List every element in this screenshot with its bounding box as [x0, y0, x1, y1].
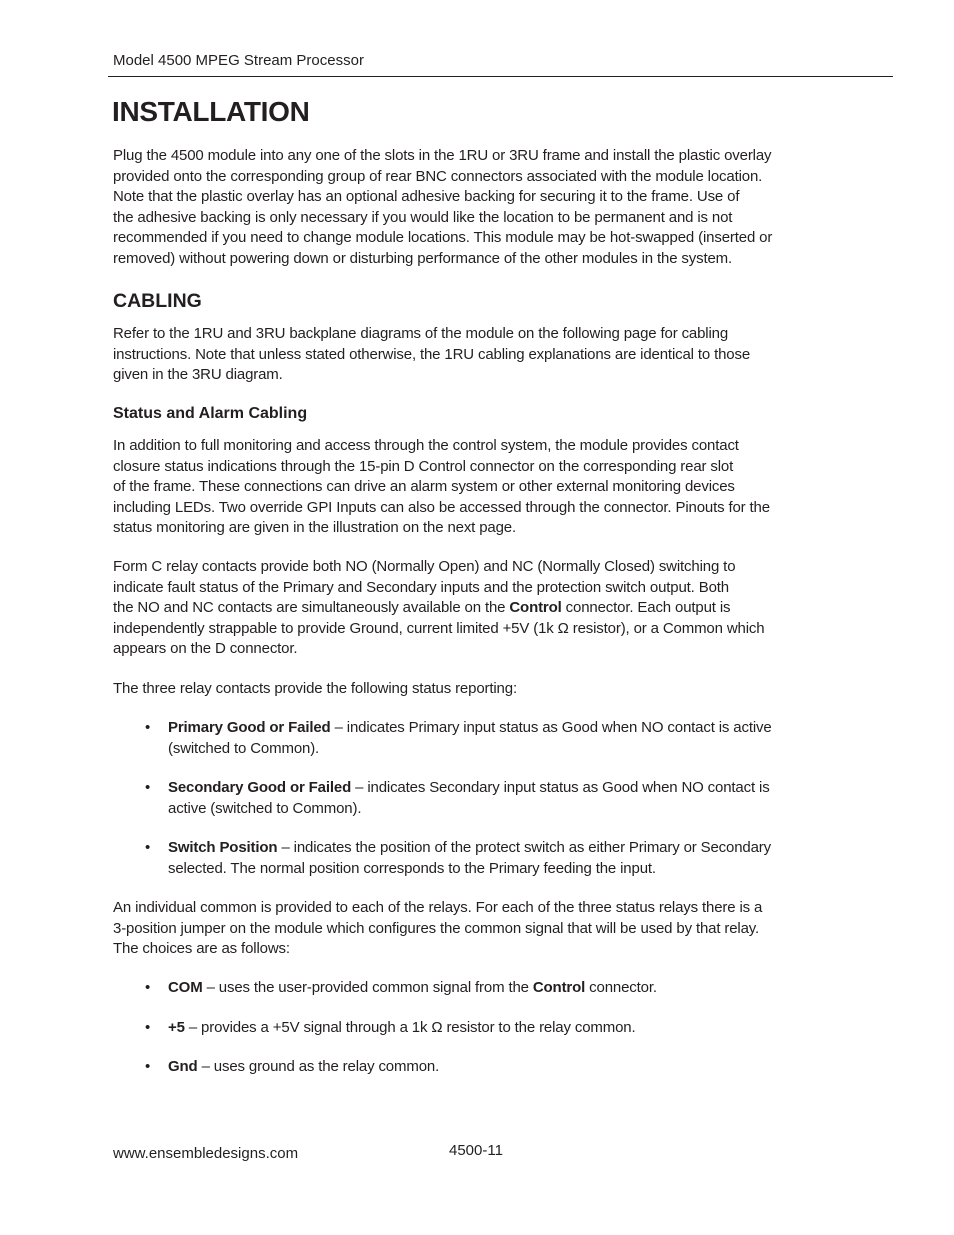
- bullet-icon: •: [145, 839, 151, 856]
- bullet-text: [168, 978, 657, 999]
- text-run: connector.: [585, 979, 657, 996]
- text-line: instructions. Note that unless stated otherwise, the 1RU cabling explanations are identical to those: [113, 345, 751, 363]
- text-run: – uses the user-provided common signal from the: [202, 979, 533, 996]
- bullet-icon: •: [145, 719, 151, 736]
- text-line: status monitoring are given in the illustration on the next page.: [113, 519, 516, 537]
- text-line: The choices are as follows:: [113, 940, 290, 958]
- text-line: independently strappable to provide Ground, current limited +5V (1k Ω resistor), or a Common which: [113, 619, 765, 637]
- text-run: connector. Each output is: [561, 599, 731, 617]
- bold-text: Control: [509, 599, 562, 617]
- bold-text: Switch Position: [168, 839, 278, 856]
- bullet-icon: •: [145, 779, 151, 796]
- text-line: (switched to Common).: [168, 739, 320, 757]
- text-run: the NO and NC contacts are simultaneously available on the: [113, 599, 510, 617]
- bold-text: +5: [168, 1019, 185, 1036]
- installation-heading: INSTALLATION: [112, 96, 310, 127]
- bullet-text: [168, 1018, 636, 1039]
- text-line: selected. The normal position corresponds to the Primary feeding the input.: [168, 859, 656, 877]
- running-header: Model 4500 MPEG Stream Processor: [113, 52, 364, 69]
- text-line: [168, 978, 657, 999]
- text-run: – indicates Primary input status as Good when NO contact is active: [330, 719, 772, 736]
- status-paragraph-2: [113, 557, 764, 660]
- text-line: [168, 1018, 636, 1039]
- text-line: given in the 3RU diagram.: [113, 366, 283, 384]
- bullet-icon: •: [145, 1019, 151, 1036]
- bullet-text: [168, 718, 772, 759]
- text-run: – indicates Secondary input status as Good when NO contact is: [351, 779, 770, 796]
- text-line: removed) without powering down or disturbing performance of the other modules in the system.: [113, 249, 733, 267]
- cabling-paragraph: [113, 324, 750, 386]
- text-run: – provides a +5V signal through a 1k Ω resistor to the relay common.: [184, 1019, 636, 1036]
- status-alarm-heading: Status and Alarm Cabling: [113, 405, 308, 422]
- text-line: Plug the 4500 module into any one of the slots in the 1RU or 3RU frame and install the plastic overlay: [113, 147, 772, 164]
- text-line: the adhesive backing is only necessary if you would like the location to be permanent and is not: [113, 208, 733, 226]
- text-line: In addition to full monitoring and access through the control system, the module provides contact: [113, 437, 739, 454]
- text-line: closure status indications through the 15-pin D Control connector on the corresponding rear slot: [113, 457, 734, 475]
- text-line: active (switched to Common).: [168, 799, 362, 817]
- text-line: [168, 1057, 439, 1078]
- text-run: – uses ground as the relay common.: [197, 1058, 440, 1075]
- text-line: [168, 778, 770, 799]
- text-line: Note that the plastic overlay has an optional adhesive backing for securing it to the frame. Use of: [113, 188, 740, 206]
- bold-text: COM: [168, 979, 203, 996]
- text-run: – indicates the position of the protect switch as either Primary or Secondary: [277, 839, 771, 856]
- text-line: Form C relay contacts provide both NO (Normally Open) and NC (Normally Closed) switching to: [113, 558, 736, 575]
- status-paragraph-3: [113, 679, 517, 700]
- bold-text: Gnd: [168, 1058, 198, 1075]
- bold-text: Secondary Good or Failed: [168, 779, 352, 796]
- text-line: [168, 838, 771, 859]
- text-line: of the frame. These connections can drive an alarm system or other external monitoring devices: [113, 478, 735, 496]
- bold-text: Control: [532, 979, 586, 996]
- bullet-icon: •: [145, 979, 151, 996]
- bold-text: Primary Good or Failed: [168, 719, 331, 736]
- bullet-text: [168, 1057, 439, 1078]
- text-line: provided onto the corresponding group of rear BNC connectors associated with the module location.: [113, 167, 763, 185]
- bullet-text: [168, 838, 771, 879]
- text-line: appears on the D connector.: [113, 640, 298, 658]
- page-number: 4500-11: [449, 1142, 503, 1159]
- text-line: [168, 718, 772, 739]
- bullet-text: [168, 778, 770, 819]
- cabling-heading: CABLING: [113, 290, 202, 312]
- text-line: including LEDs. Two override GPI Inputs can also be accessed through the connector. Pinouts for the: [113, 498, 770, 516]
- text-line: [113, 598, 764, 619]
- header-rule: [108, 76, 893, 77]
- text-line: An individual common is provided to each of the relays. For each of the three status relays there is a: [113, 899, 763, 916]
- text-line: The three relay contacts provide the following status reporting:: [113, 680, 517, 697]
- text-line: recommended if you need to change module locations. This module may be hot-swapped (inserted or: [113, 229, 773, 247]
- footer-website-link[interactable]: www.ensembledesigns.com: [113, 1145, 299, 1162]
- installation-paragraph: [113, 146, 772, 270]
- text-line: 3-position jumper on the module which configures the common signal that will be used by that relay.: [113, 919, 760, 937]
- text-line: Refer to the 1RU and 3RU backplane diagrams of the module on the following page for cabling: [113, 325, 729, 342]
- status-paragraph-4: [113, 898, 762, 960]
- bullet-icon: •: [145, 1058, 151, 1075]
- text-line: indicate fault status of the Primary and Secondary inputs and the protection switch output. Both: [113, 578, 729, 596]
- status-paragraph-1: [113, 436, 770, 539]
